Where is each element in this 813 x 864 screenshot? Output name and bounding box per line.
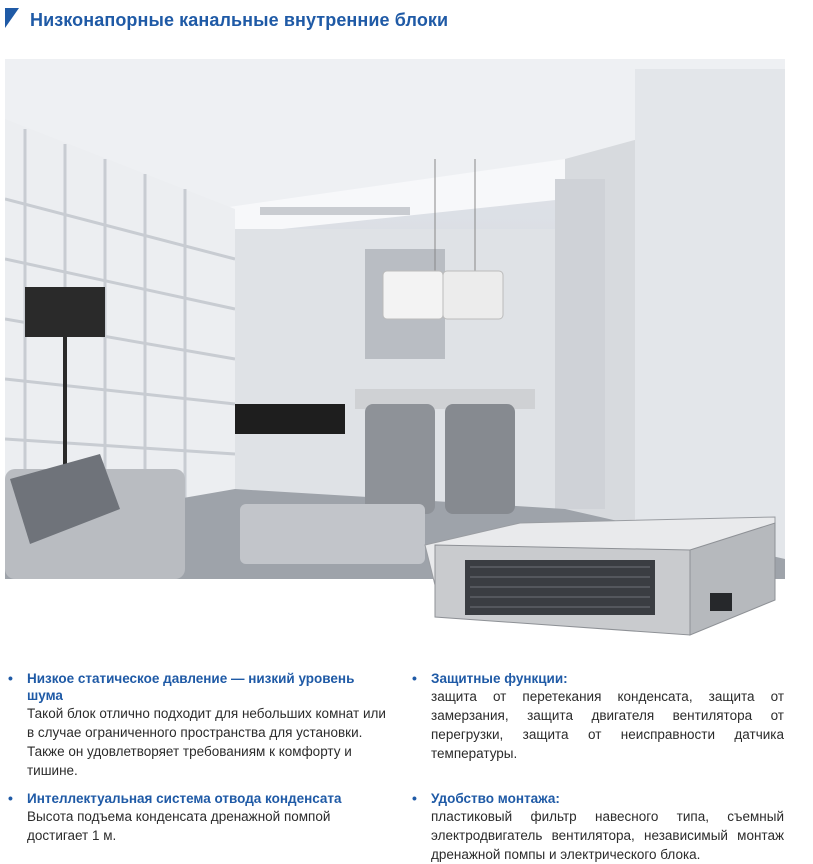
bullet-icon: • <box>412 790 417 806</box>
feature-protection <box>412 670 784 763</box>
feature-title: Удобство монтажа: <box>431 791 560 806</box>
feature-text: пластиковый фильтр навесного типа, съемный электродвигатель вентилятора, независимый монтаж дренажной помпы и электрического блока. <box>431 809 784 862</box>
feature-title: Низкое статическое давление — низкий уровень шума <box>27 671 355 703</box>
feature-installation <box>412 790 784 864</box>
feature-text: Высота подъема конденсата дренажной помпой достигает 1 м. <box>27 809 331 843</box>
feature-title: Защитные функции: <box>431 671 568 686</box>
feature-text: защита от перетекания конденсата, защита от замерзания, защита двигателя вентилятора от перегрузки, защита от неисправности датчика температуры. <box>431 689 784 761</box>
feature-title: Интеллектуальная система отвода конденсата <box>27 791 342 806</box>
feature-condensate <box>8 790 388 845</box>
bullet-icon: • <box>412 670 417 686</box>
bullet-icon: • <box>8 670 13 686</box>
page-title: Низконапорные канальные внутренние блоки <box>30 10 449 30</box>
feature-text: Такой блок отлично подходит для небольших комнат или в случае ограниченного пространства для установки. Также он удовлетворяет требованиям к комфорту и тишине. <box>27 706 386 778</box>
header-triangle-icon <box>5 8 19 28</box>
duct-unit-image <box>420 505 780 655</box>
interior-photo <box>5 59 785 579</box>
feature-low-noise <box>8 670 388 780</box>
bullet-icon: • <box>8 790 13 806</box>
